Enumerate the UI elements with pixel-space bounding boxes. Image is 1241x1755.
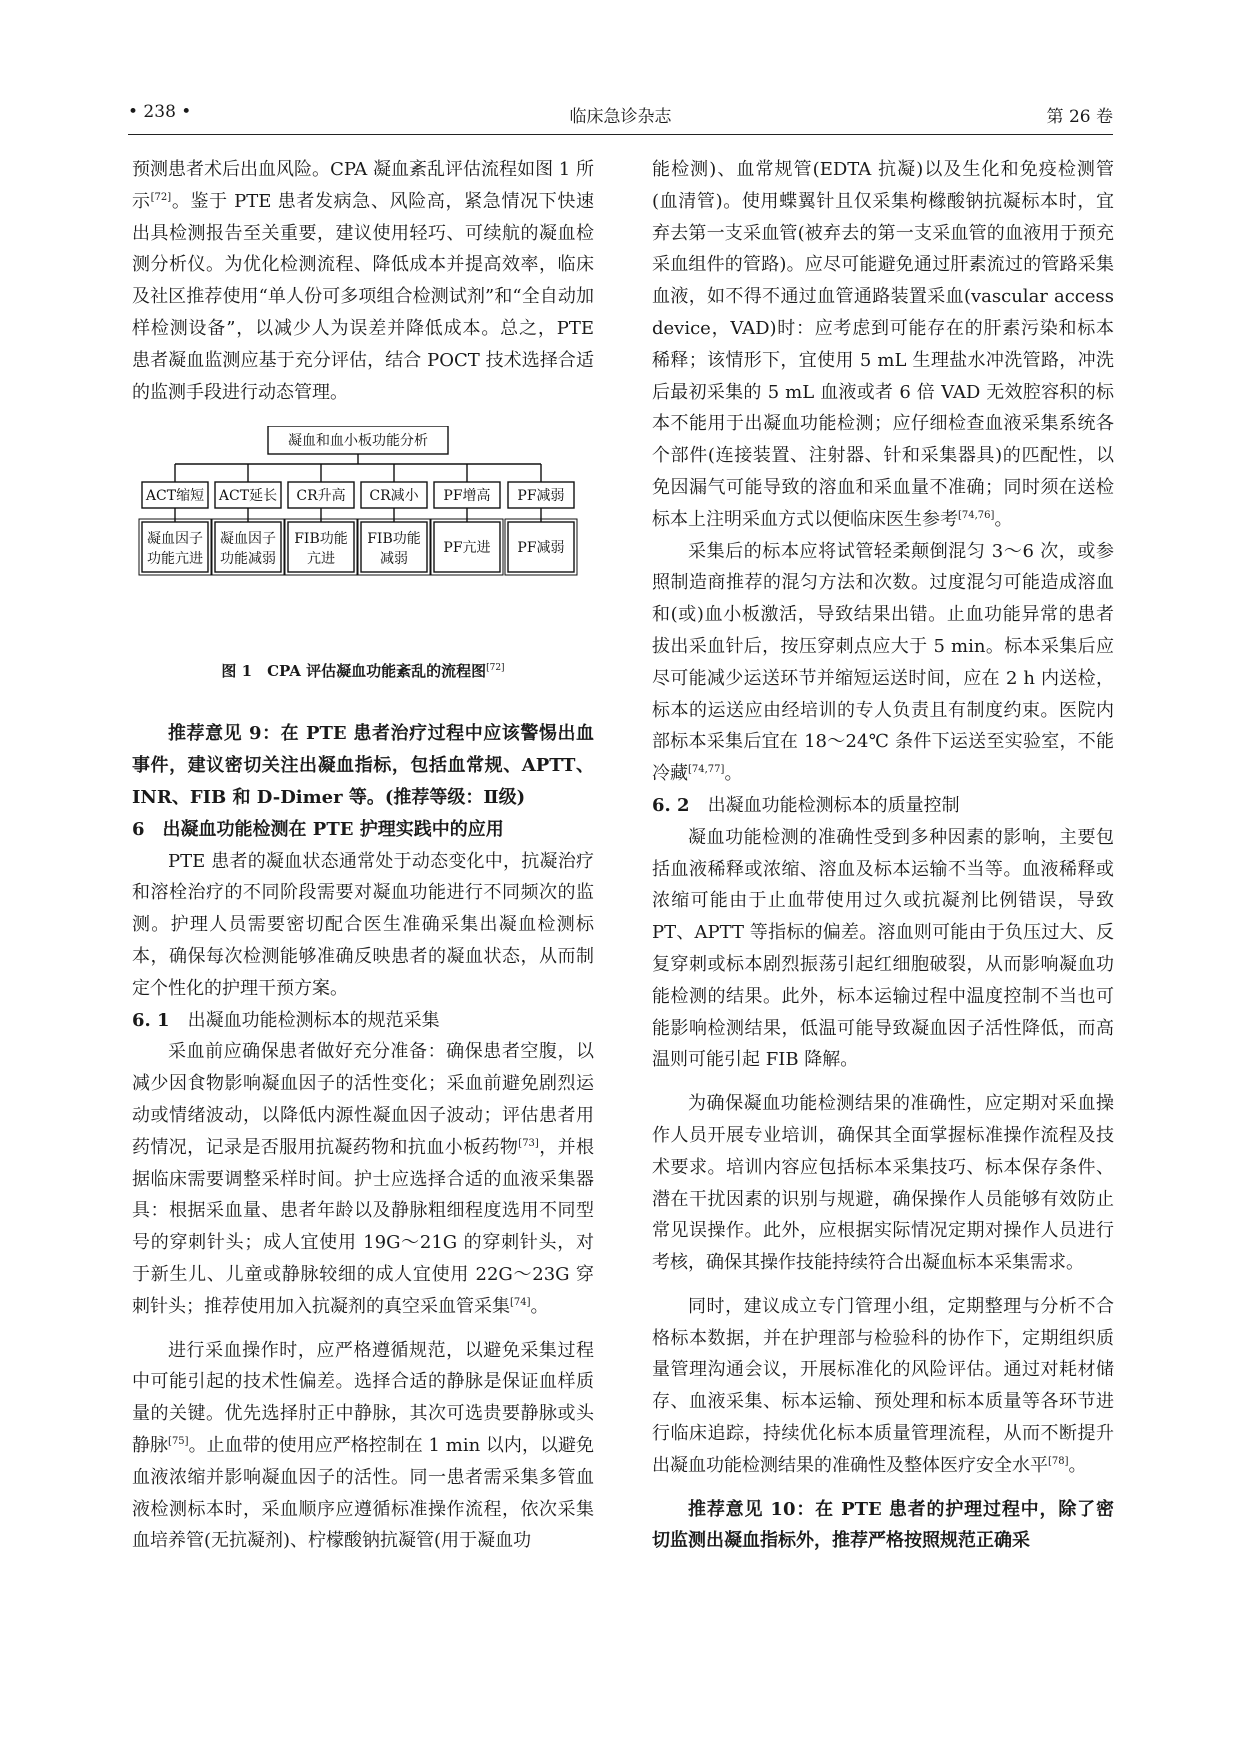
flow-label-row2: PF减弱: [517, 540, 565, 557]
right-column: [652, 154, 1114, 1557]
paragraph: 能检测)、血常规管(EDTA 抗凝)以及生化和免疫检测管(血清管)。使用蝶翼针且仅采集枸橼酸钠抗凝标本时，宜弃去第一支采血管(被弃去的第一支采血管的血液用于预充采血组件的管路)。应尽可能避免通过肝素流过的管路采集血液，如不得不通过血管通路装置采血(vascular access device，VAD)时：应考虑到可能存在的肝素污染和标本稀释；该情形下，宜使用 5 mL 生理盐水冲洗管路，冲洗后最初采集的 5 mL 血液或者 6 倍 VAD 无效腔容积的标本不能用于出凝血功能检测；应仔细检查血液采集系统各个部件(连接装置、注射器、针和采集器具)的匹配性，以免因漏气可能导致的溶血和采血量不准确；同时须在送检标本上注明采血方式以便临床医生参考[74,76]。: [652, 159, 1114, 530]
paragraph: 凝血功能检测的准确性受到多种因素的影响，主要包括血液稀释或浓缩、溶血及标本运输不当等。血液稀释或浓缩可能由于止血带使用过久或抗凝剂比例错误，导致 PT、APTT 等指标的偏差。溶血则可能由于负压过大、反复穿刺或标本剧烈振荡引起红细胞破裂，从而影响凝血功能检测的结果。此外，标本运输过程中温度控制不当也可能影响检测结果，低温可能导致凝血因子活性降低，而高温则可能引起 FIB 降解。: [652, 826, 1114, 1071]
journal-title: 临床急诊杂志: [569, 107, 672, 127]
left-column: [132, 154, 594, 1557]
flow-label-row1: CR减小: [369, 488, 419, 505]
flow-label-row1: PF减弱: [517, 488, 565, 505]
paragraph: PTE 患者的凝血状态通常处于动态变化中，抗凝治疗和溶栓治疗的不同阶段需要对凝血功能进行不同频次的监测。护理人员需要密切配合医生准确采集出凝血检测标本，确保每次检测能够准确反映患者的凝血状态，从而制定个性化的护理干预方案。: [132, 850, 594, 999]
paragraph: 同时，建议成立专门管理小组，定期整理与分析不合格标本数据，并在护理部与检验科的协作下，定期组织质量管理沟通会议，开展标准化的风险评估。通过对耗材储存、血液采集、标本运输、预处理和标本质量等各环节进行临床追踪，持续优化标本质量管理流程，从而不断提升出凝血功能检测结果的准确性及整体医疗安全水平[78]。: [652, 1295, 1114, 1476]
recommendation-9: 推荐意见 9：在 PTE 患者治疗过程中应该警惕出血事件，建议密切关注出凝血指标，包括血常规、APTT、INR、FIB 和 D-Dimer 等。(推荐等级：Ⅱ级): [132, 723, 594, 808]
flow-label-row2: 功能减弱: [220, 551, 276, 568]
flowchart: [132, 426, 594, 651]
figure-caption: 图 1 CPA 评估凝血功能紊乱的流程图[72]: [221, 662, 505, 681]
flow-label-row1: CR升高: [296, 488, 346, 505]
section-6-1-heading: 6. 1 出凝血功能检测标本的规范采集: [132, 1009, 440, 1031]
flow-label-row2: 减弱: [380, 551, 408, 568]
paragraph: 预测患者术后出血风险。CPA 凝血紊乱评估流程如图 1 所示[72]。鉴于 PTE 患者发病急、风险高，紧急情况下快速出具检测报告至关重要，建议使用轻巧、可续航的凝血检测分析仪。为优化检测流程、降低成本并提高效率，临床及社区推荐使用“单人份可多项组合检测试剂”和“全自动加样检测设备”，以减少人为误差并降低成本。总之，PTE 患者凝血监测应基于充分评估，结合 POCT 技术选择合适的监测手段进行动态管理。: [132, 159, 595, 403]
flow-label-top: 凝血和血小板功能分析: [288, 433, 428, 450]
flow-label-row2: FIB功能: [367, 531, 421, 548]
flow-label-row2: PF亢进: [443, 540, 491, 557]
recommendation-10: 推荐意见 10：在 PTE 患者的护理过程中，除了密切监测出凝血指标外，推荐严格按照规范正确采: [652, 1498, 1114, 1552]
paragraph: 采血前应确保患者做好充分准备：确保患者空腹，以减少因食物影响凝血因子的活性变化；采血前避免剧烈运动或情绪波动，以降低内源性凝血因子波动；评估患者用药情况，记录是否服用抗凝药物和抗血小板药物[73]，并根据临床需要调整采样时间。护士应选择合适的血液采集器具：根据采血量、患者年龄以及静脉粗细程度选用不同型号的穿刺针头；成人宜使用 19G～21G 的穿刺针头，对于新生儿、儿童或静脉较细的成人宜使用 22G～23G 穿刺针头；推荐使用加入抗凝剂的真空采血管采集[74]。: [132, 1041, 595, 1317]
flow-label-row2: 功能亢进: [147, 551, 203, 568]
flow-label-row1: ACT延长: [218, 488, 278, 505]
page-number: • 238 •: [128, 102, 192, 122]
flow-label-row1: ACT缩短: [145, 488, 205, 505]
volume-label: 第 26 卷: [1046, 107, 1113, 127]
section-6-2-heading: 6. 2 出凝血功能检测标本的质量控制: [652, 794, 960, 816]
flow-label-row1: PF增高: [443, 488, 491, 505]
running-header: [128, 100, 1113, 132]
paragraph: 为确保凝血功能检测结果的准确性，应定期对采血操作人员开展专业培训，确保其全面掌握标准操作流程及技术要求。培训内容应包括标本采集技巧、标本保存条件、潜在干扰因素的识别与规避，确保操作人员能够有效防止常见误操作。此外，应根据实际情况定期对操作人员进行考核，确保其操作技能持续符合出凝血标本采集需求。: [652, 1093, 1114, 1274]
flow-label-row2: 凝血因子: [147, 531, 203, 548]
flow-label-row2: 亢进: [307, 551, 335, 568]
figure-1: [132, 408, 594, 718]
header-rule: [128, 134, 1113, 135]
flow-label-row2: FIB功能: [294, 531, 348, 548]
paragraph: 采集后的标本应将试管轻柔颠倒混匀 3～6 次，或参照制造商推荐的混匀方法和次数。过度混匀可能造成溶血和(或)血小板激活，导致结果出错。止血功能异常的患者拔出采血针后，按压穿刺点应大于 5 min。标本采集后应尽可能减少运送环节并缩短运送时间，应在 2 h 内送检，标本的运送应由经培训的专人负责且有制度约束。医院内部标本采集后宜在 18～24℃ 条件下运送至实验室，不能冷藏[74,77]。: [652, 540, 1114, 785]
flow-label-row2: 凝血因子: [220, 531, 276, 548]
paragraph: 进行采血操作时，应严格遵循规范，以避免采集过程中可能引起的技术性偏差。选择合适的静脉是保证血样质量的关键。优先选择肘正中静脉，其次可选贵要静脉或头静脉[75]。止血带的使用应严格控制在 1 min 以内，以避免血液浓缩并影响凝血因子的活性。同一患者需采集多管血液检测标本时，采血顺序应遵循标准操作流程，依次采集血培养管(无抗凝剂)、柠檬酸钠抗凝管(用于凝血功: [132, 1339, 594, 1552]
section-6-heading: 6 出凝血功能检测在 PTE 护理实践中的应用: [132, 818, 504, 840]
